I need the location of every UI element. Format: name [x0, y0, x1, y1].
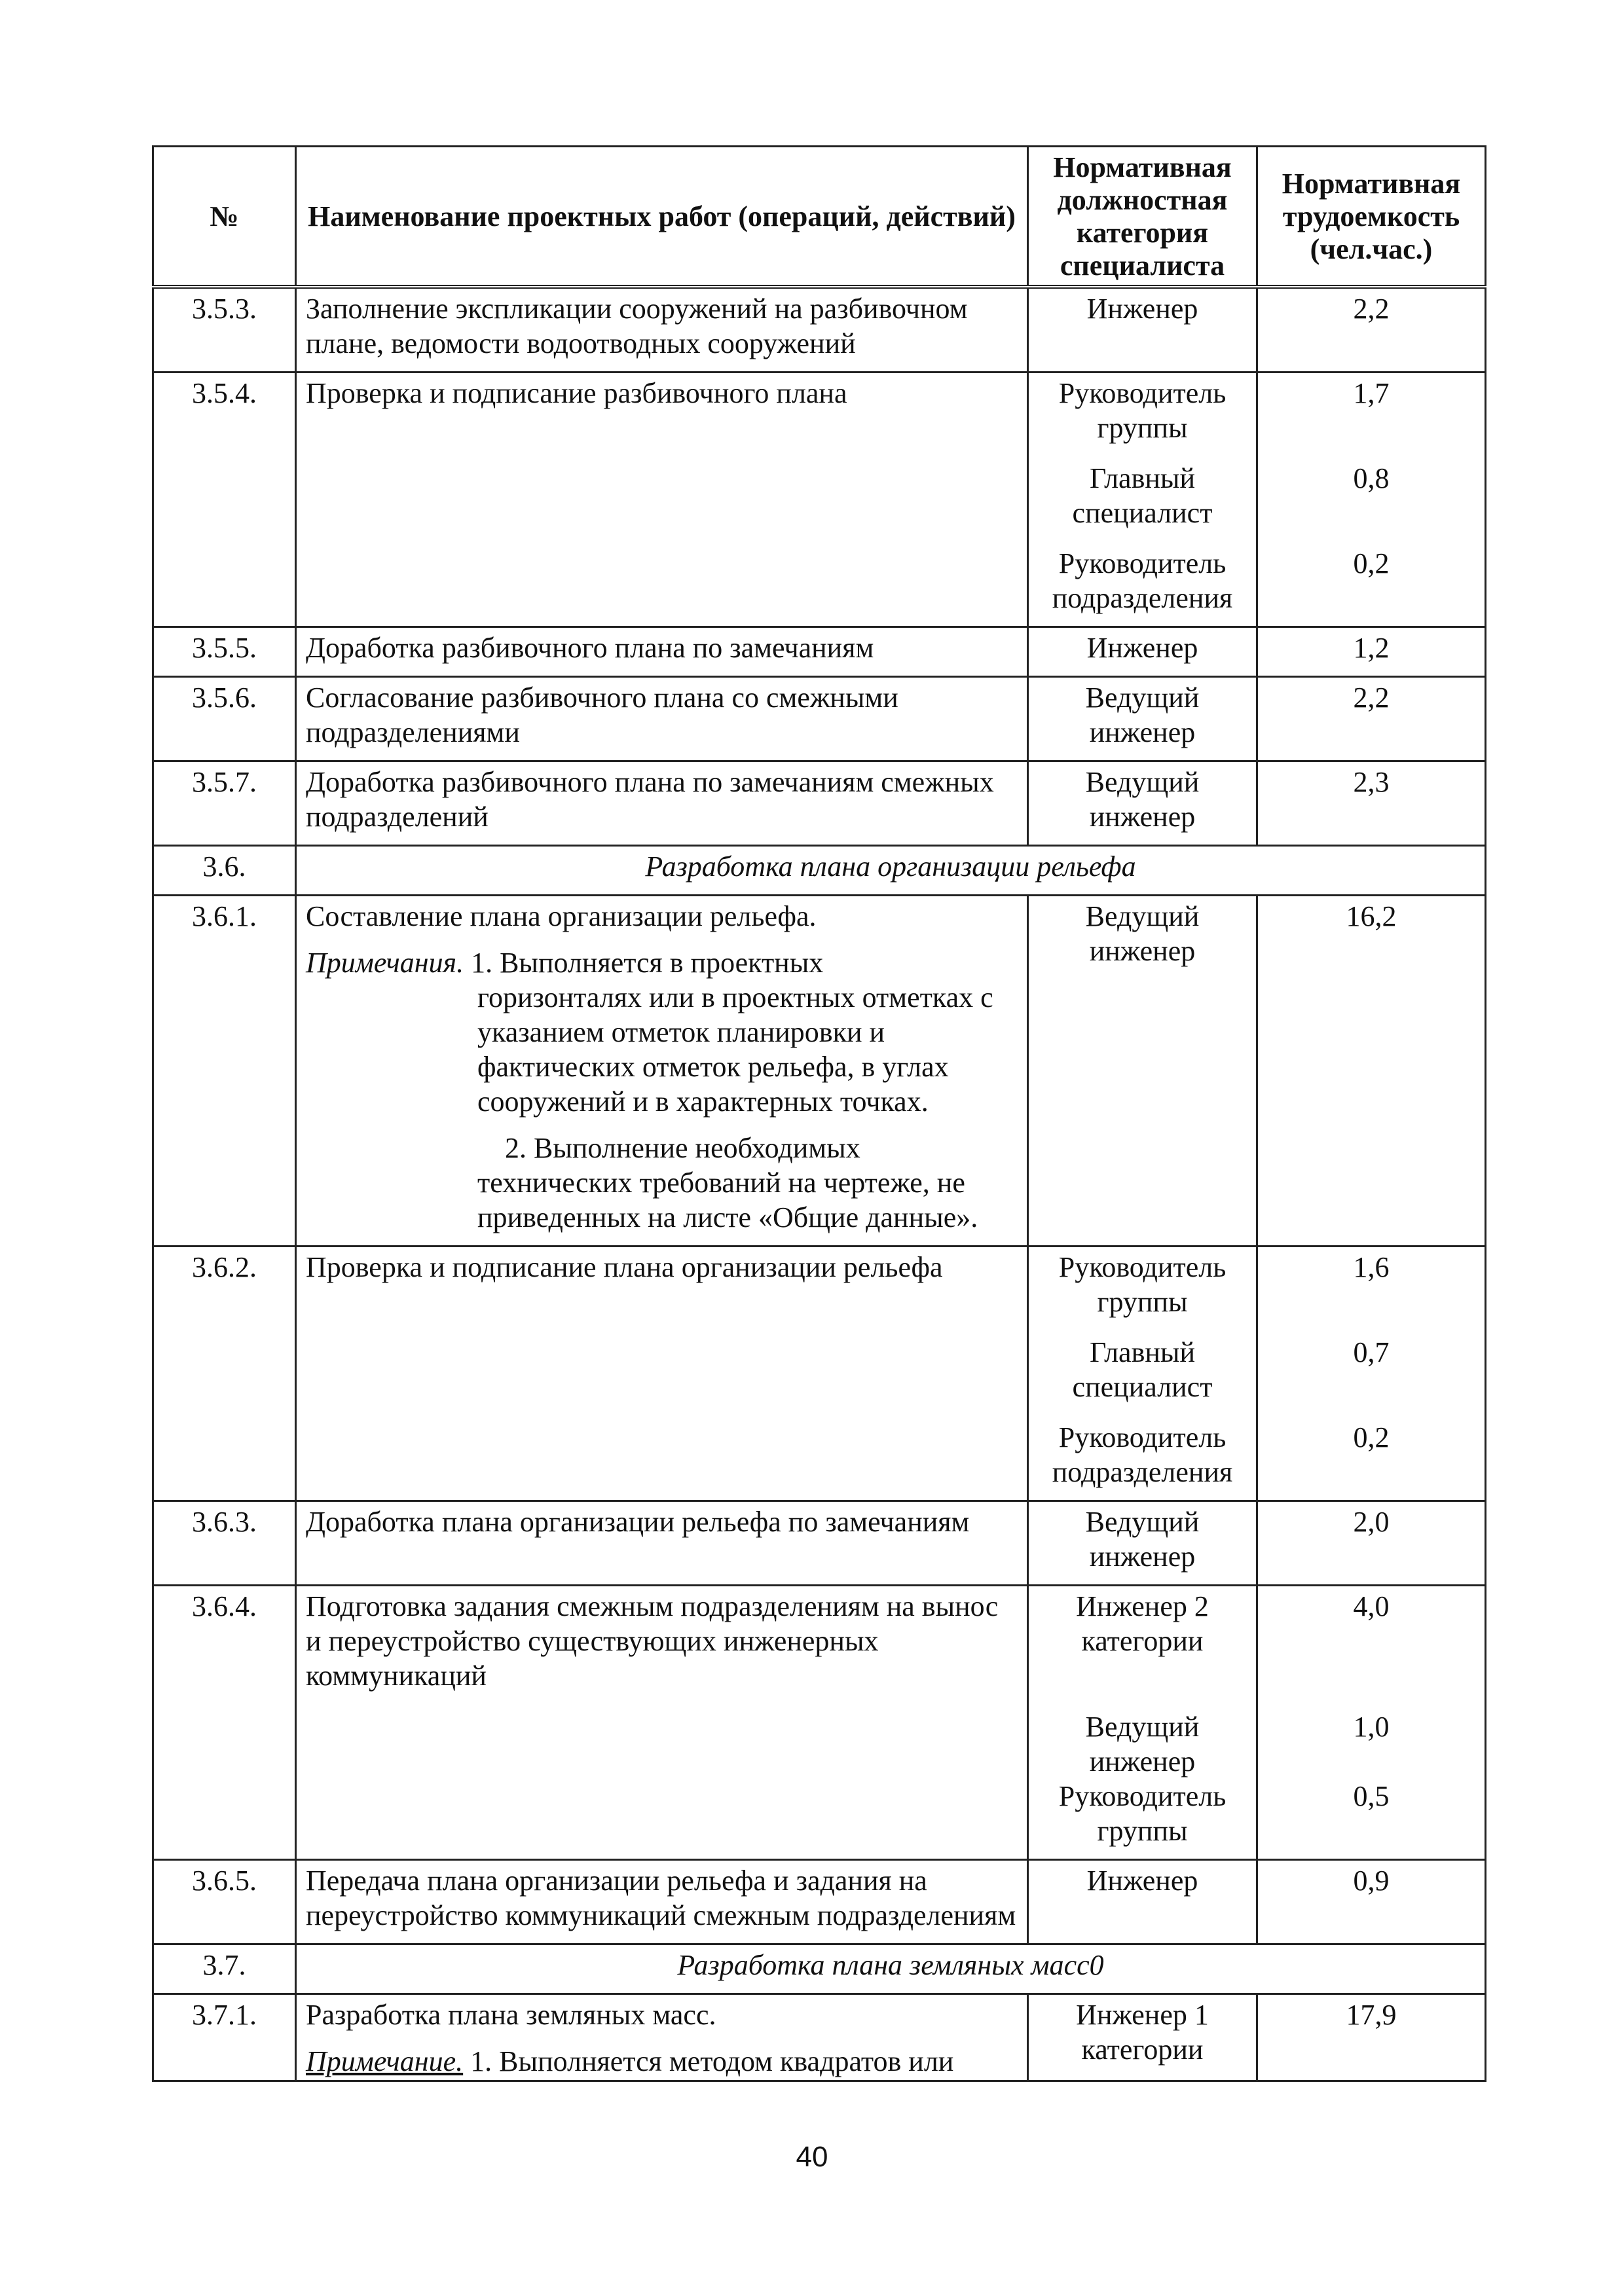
row-name: Доработка плана организации рельефа по замечаниям [296, 1501, 1028, 1586]
section-row [153, 1944, 1486, 1994]
note [306, 2044, 1018, 2079]
row-num: 3.5.6. [153, 677, 296, 761]
row-name: Проверка и подписание плана организации рельефа [296, 1247, 1028, 1501]
row-value-list [1257, 373, 1486, 627]
section-num: 3.7. [153, 1944, 296, 1994]
row-value: 0,2 [1353, 1421, 1390, 1453]
row-value: 1,0 [1353, 1711, 1390, 1743]
row-num: 3.5.7. [153, 761, 296, 846]
row-value: 2,0 [1257, 1501, 1486, 1586]
row-category: Инженер [1028, 287, 1257, 373]
row-num: 3.6.4. [153, 1586, 296, 1860]
row-num: 3.6.5. [153, 1860, 296, 1944]
row-num: 3.7.1. [153, 1994, 296, 2081]
row-num: 3.5.5. [153, 627, 296, 677]
row-name: Заполнение экспликации сооружений на разбивочном плане, ведомости водоотводных сооружений [296, 287, 1028, 373]
row-value: 1,6 [1353, 1251, 1390, 1283]
norms-table [152, 145, 1486, 2082]
note [306, 945, 1018, 980]
row-value: 0,8 [1353, 462, 1390, 494]
table-row [153, 1501, 1486, 1586]
section-row [153, 846, 1486, 896]
note-1: 1. Выполняется методом квадратов или [470, 2045, 954, 2077]
row-value: 0,2 [1353, 547, 1390, 579]
row-category: Руководитель группы [1058, 377, 1227, 444]
row-value: 0,9 [1257, 1860, 1486, 1944]
row-category: Руководитель подразделения [1052, 1421, 1233, 1488]
table-row [153, 627, 1486, 677]
section-title: Разработка плана организации рельефа [296, 846, 1486, 896]
note-1-body: горизонталях или в проектных отметках с указанием отметок планировки и фактических отметок рельефа, в углах сооружений и в характерных точках. [477, 981, 993, 1118]
row-category: Инженер [1028, 627, 1257, 677]
note-2: 2. Выполнение необходимых технических требований на чертеже, не приведенных на листе «Общие данные». [477, 1132, 978, 1233]
row-num: 3.6.2. [153, 1247, 296, 1501]
row-name: Доработка разбивочного плана по замечаниям [296, 627, 1028, 677]
row-value: 4,0 [1353, 1590, 1390, 1622]
row-category: Инженер 1 категории [1028, 1994, 1257, 2081]
header-num: № [153, 147, 296, 287]
row-value: 2,3 [1257, 761, 1486, 846]
table-row [153, 1247, 1486, 1501]
row-value: 0,7 [1353, 1336, 1390, 1368]
row-value: 1,7 [1353, 377, 1390, 409]
note-label: Примечания. [306, 947, 464, 979]
row-name: Согласование разбивочного плана со смежными подразделениями [296, 677, 1028, 761]
row-value: 2,2 [1257, 287, 1486, 373]
table-row [153, 896, 1486, 1247]
row-num: 3.6.1. [153, 896, 296, 1247]
row-num: 3.6.3. [153, 1501, 296, 1586]
table-row [153, 1994, 1486, 2081]
header-name: Наименование проектных работ (операций, действий) [296, 147, 1028, 287]
row-value-list [1257, 1586, 1486, 1860]
row-category: Инженер 2 категории [1076, 1590, 1209, 1657]
row-category: Ведущий инженер [1028, 1501, 1257, 1586]
row-name: Разработка плана земляных масс. [306, 1999, 716, 2031]
section-title: Разработка плана земляных масс0 [296, 1944, 1486, 1994]
row-name: Доработка разбивочного плана по замечаниям смежных подразделений [296, 761, 1028, 846]
table-row [153, 287, 1486, 373]
row-name: Проверка и подписание разбивочного плана [296, 373, 1028, 627]
row-value-list [1257, 1247, 1486, 1501]
row-category: Ведущий инженер [1085, 1711, 1200, 1777]
row-name-cell [296, 896, 1028, 1247]
row-num: 3.5.3. [153, 287, 296, 373]
table-row [153, 1586, 1486, 1860]
row-category: Главный специалист [1072, 462, 1213, 529]
row-name: Передача плана организации рельефа и задания на переустройство коммуникаций смежным подразделениям [296, 1860, 1028, 1944]
table-row [153, 761, 1486, 846]
row-value: 1,2 [1257, 627, 1486, 677]
row-category-list [1028, 1586, 1257, 1860]
row-name: Подготовка задания смежным подразделениям на вынос и переустройство существующих инженерных коммуникаций [296, 1586, 1028, 1860]
row-category: Ведущий инженер [1028, 761, 1257, 846]
row-value: 17,9 [1257, 1994, 1486, 2081]
table-row [153, 677, 1486, 761]
page-number: 40 [796, 2141, 828, 2173]
row-category: Главный специалист [1072, 1336, 1213, 1403]
note-label: Примечание. [306, 2045, 464, 2077]
row-category-list [1028, 373, 1257, 627]
row-category: Инженер [1028, 1860, 1257, 1944]
row-category-list [1028, 1247, 1257, 1501]
section-num: 3.6. [153, 846, 296, 896]
row-category: Руководитель группы [1058, 1251, 1227, 1318]
header-category: Нормативная должностная категория специалиста [1028, 147, 1257, 287]
header-labor: Нормативная трудоемкость (чел.час.) [1257, 147, 1486, 287]
row-value: 0,5 [1353, 1780, 1390, 1812]
note-1-start: 1. Выполняется в проектных [471, 947, 824, 979]
row-category: Руководитель группы [1058, 1780, 1227, 1847]
row-category: Ведущий инженер [1028, 677, 1257, 761]
row-value: 16,2 [1257, 896, 1486, 1247]
table-row [153, 1860, 1486, 1944]
table-header-row [153, 147, 1486, 287]
row-category: Ведущий инженер [1028, 896, 1257, 1247]
row-name: Составление плана организации рельефа. [306, 900, 817, 932]
row-name-cell [296, 1994, 1028, 2081]
row-category: Руководитель подразделения [1052, 547, 1233, 614]
table-row [153, 373, 1486, 627]
row-value: 2,2 [1257, 677, 1486, 761]
row-num: 3.5.4. [153, 373, 296, 627]
